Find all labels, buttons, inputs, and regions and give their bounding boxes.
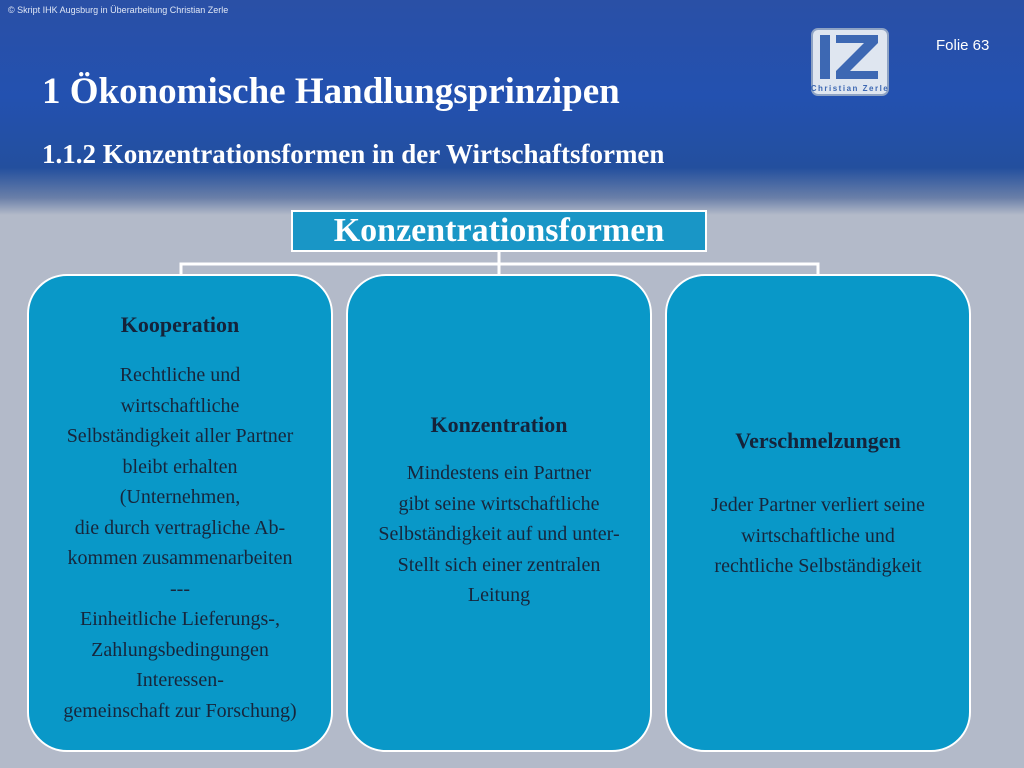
node-title: Kooperation bbox=[120, 312, 240, 337]
node-description: Mindestens ein Partner gibt seine wirtschaftliche Selbständigkeit auf und unter- Stellt sich einer zentralen Leitung bbox=[378, 462, 620, 606]
node-konzentration bbox=[346, 274, 652, 752]
node-verschmelzungen bbox=[665, 274, 971, 752]
logo-text: Christian Zerle bbox=[810, 84, 890, 93]
node-description: Rechtliche und wirtschaftliche Selbständigkeit aller Partner bleibt erhalten (Unternehmen, die durch vertragliche Ab- kommen zusammenarbeiten --- Einheitliche Lieferungs-, Zahlungsbedingungen Interessen- gemeinschaft zur Forschung) bbox=[63, 364, 297, 722]
slide-subtitle: 1.1.2 Konzentrationsformen in der Wirtschaftsformen bbox=[42, 139, 665, 169]
node-kooperation bbox=[27, 274, 333, 752]
node-title: Verschmelzungen bbox=[735, 428, 901, 453]
slide-title: 1 Ökonomische Handlungsprinzipen bbox=[42, 71, 620, 112]
node-description: Jeder Partner verliert seine wirtschaftliche und rechtliche Selbständigkeit bbox=[711, 494, 925, 577]
slide-number: Folie 63 bbox=[936, 37, 990, 54]
copyright-notice: © Skript IHK Augsburg in Überarbeitung Christian Zerle bbox=[8, 5, 229, 15]
root-node: Konzentrationsformen bbox=[291, 210, 707, 252]
node-title: Konzentration bbox=[430, 412, 568, 437]
